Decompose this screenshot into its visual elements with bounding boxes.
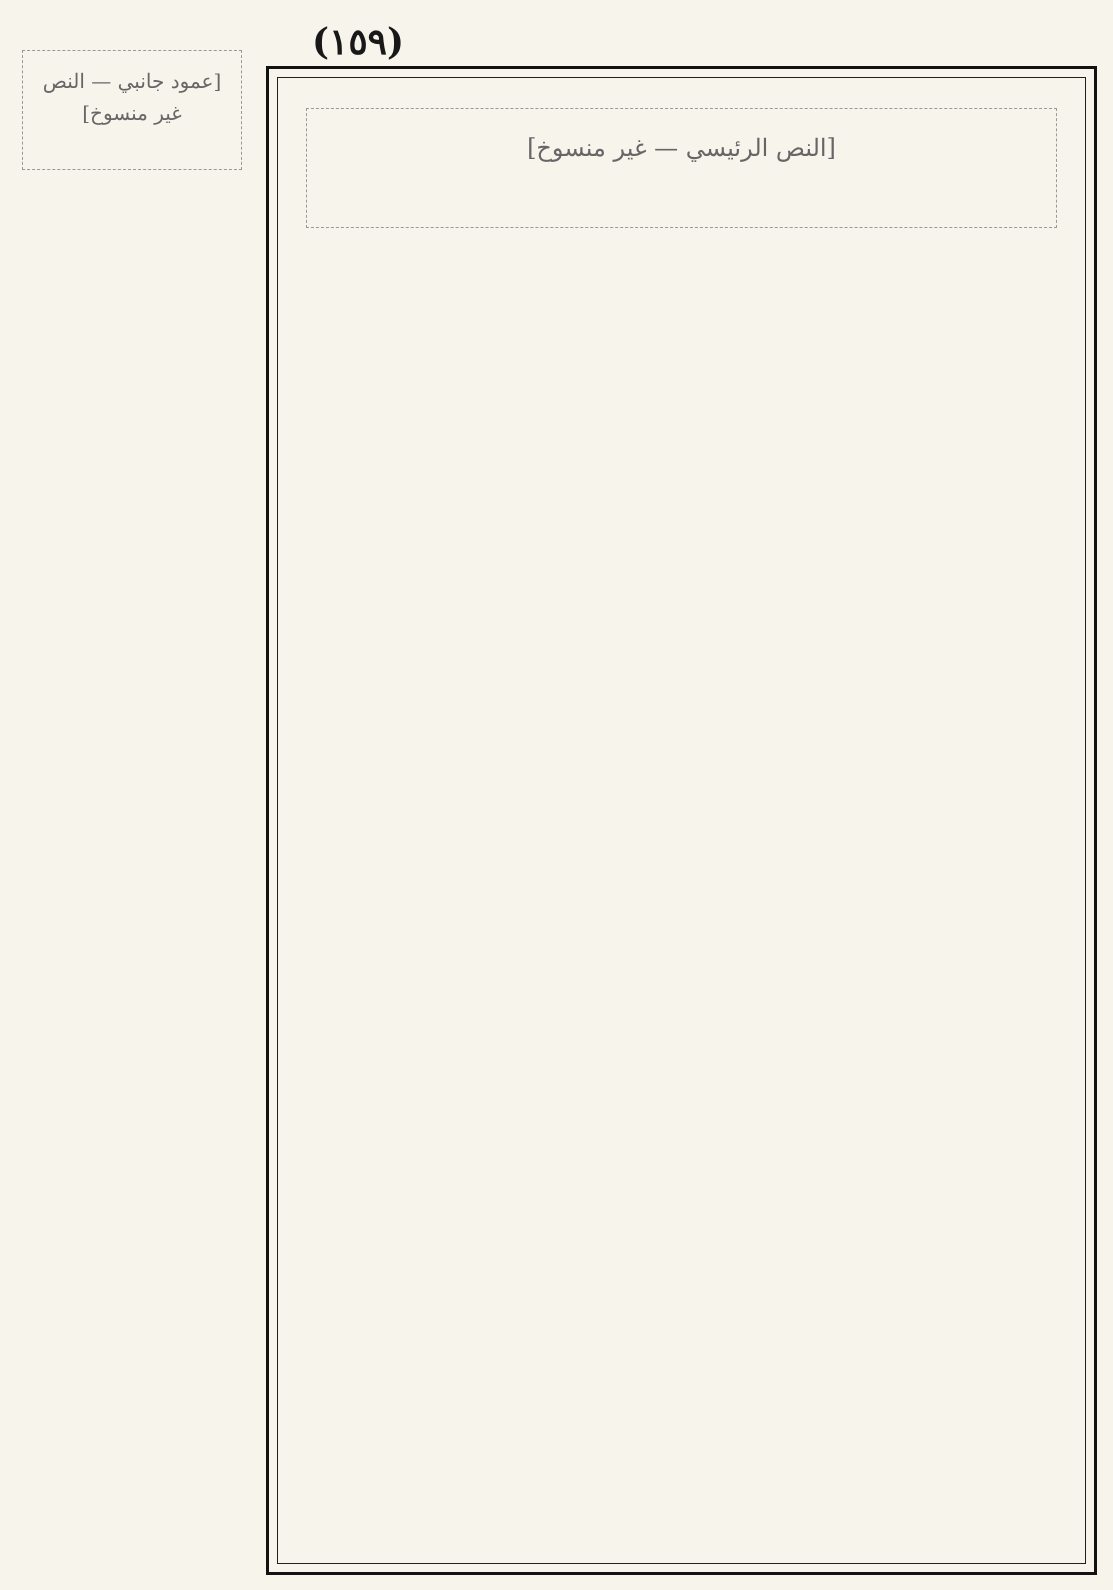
page-number: (١٥٩) [311, 21, 405, 63]
main-text-frame [266, 66, 1097, 1575]
sidebar-column [12, 36, 252, 1561]
sidebar-text-placeholder: [عمود جانبي — النص غير منسوخ] [22, 50, 242, 170]
main-text-placeholder: [النص الرئيسي — غير منسوخ] [306, 108, 1057, 228]
main-text-inner-frame [277, 77, 1086, 1564]
